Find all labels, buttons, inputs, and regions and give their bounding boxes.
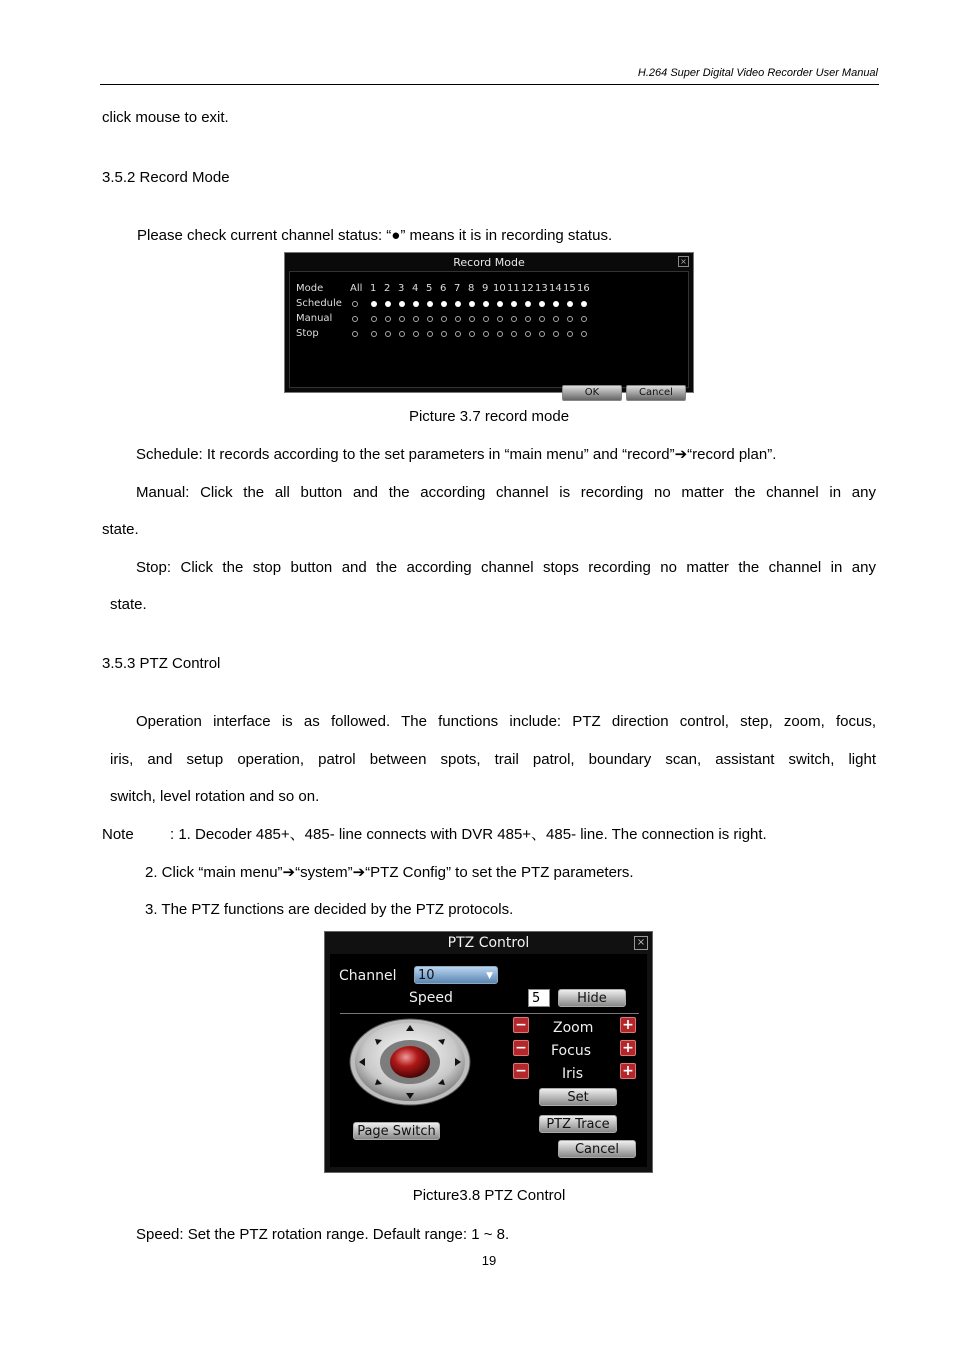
radio-manual-ch13[interactable] — [539, 316, 545, 322]
radio-stop-ch5[interactable] — [427, 331, 433, 337]
column-all: All — [350, 283, 363, 294]
ok-button[interactable]: OK — [562, 385, 622, 401]
radio-manual-ch11[interactable] — [511, 316, 517, 322]
note-label: Note — [102, 826, 134, 843]
channel-number: 12 — [521, 283, 534, 294]
channel-number: 11 — [507, 283, 520, 294]
radio-stop-ch9[interactable] — [483, 331, 489, 337]
radio-stop-ch12[interactable] — [525, 331, 531, 337]
radio-manual-ch15[interactable] — [567, 316, 573, 322]
manual-description — [136, 484, 876, 502]
record-mode-grid — [289, 271, 689, 398]
radio-stop-ch1[interactable] — [371, 331, 377, 337]
radio-manual-ch1[interactable] — [371, 316, 377, 322]
radio-stop-ch16[interactable] — [581, 331, 587, 337]
radio-schedule-ch6[interactable] — [441, 301, 447, 307]
radio-stop-ch6[interactable] — [441, 331, 447, 337]
channel-number: 14 — [549, 283, 562, 294]
direction-pad[interactable] — [348, 1017, 472, 1107]
channel-number: 7 — [454, 283, 461, 294]
radio-manual-ch3[interactable] — [399, 316, 405, 322]
radio-schedule-ch15[interactable] — [567, 301, 573, 307]
radio-schedule-ch5[interactable] — [427, 301, 433, 307]
channel-label: Channel — [339, 968, 397, 984]
hide-button[interactable]: Hide — [558, 989, 626, 1007]
radio-stop-ch11[interactable] — [511, 331, 517, 337]
radio-stop-ch7[interactable] — [455, 331, 461, 337]
figure-caption-record-mode: Picture 3.7 record mode — [408, 408, 570, 425]
note-item-3: 3. The PTZ functions are decided by the PTZ protocols. — [145, 901, 514, 918]
channel-number: 5 — [426, 283, 433, 294]
iris-plus-button[interactable]: + — [620, 1063, 636, 1079]
channel-number: 13 — [535, 283, 548, 294]
row-label-schedule: Schedule — [296, 298, 342, 309]
set-button[interactable]: Set — [539, 1088, 617, 1106]
ptz-paragraph-line2: iris, and setup operation, patrol between spots, trail patrol, boundary scan, assistant switch, light — [110, 751, 876, 768]
focus-label: Focus — [551, 1043, 591, 1059]
speed-description — [136, 1226, 509, 1244]
radio-stop-ch3[interactable] — [399, 331, 405, 337]
radio-all-stop[interactable] — [352, 331, 358, 337]
channel-number: 15 — [563, 283, 576, 294]
ptz-panel — [330, 954, 647, 1167]
close-icon[interactable]: × — [634, 936, 648, 950]
schedule-description — [136, 446, 776, 464]
speed-label: Speed — [409, 990, 453, 1006]
channel-number: 6 — [440, 283, 447, 294]
chevron-down-icon: ▼ — [486, 971, 493, 981]
zoom-label: Zoom — [553, 1020, 594, 1036]
channel-number: 1 — [370, 283, 377, 294]
running-header: H.264 Super Digital Video Recorder User Manual — [637, 67, 878, 79]
radio-manual-ch12[interactable] — [525, 316, 531, 322]
iris-label: Iris — [562, 1066, 584, 1082]
radio-stop-ch2[interactable] — [385, 331, 391, 337]
ptz-title: PTZ Control — [447, 935, 530, 951]
focus-minus-button[interactable]: − — [513, 1040, 529, 1056]
cancel-button[interactable]: Cancel — [626, 385, 686, 401]
zoom-minus-button[interactable]: − — [513, 1017, 529, 1033]
section-heading-record-mode: 3.5.2 Record Mode — [102, 169, 230, 186]
radio-schedule-ch1[interactable] — [371, 301, 377, 307]
radio-stop-ch10[interactable] — [497, 331, 503, 337]
radio-all-manual[interactable] — [352, 316, 358, 322]
radio-all-schedule[interactable] — [352, 301, 358, 307]
speed-input[interactable]: 5 — [528, 989, 550, 1007]
section-heading-ptz: 3.5.3 PTZ Control — [102, 655, 221, 672]
ptz-control-screenshot — [324, 931, 653, 1173]
channel-number: 2 — [384, 283, 391, 294]
speed-term: Speed: — [136, 1226, 184, 1243]
radio-stop-ch13[interactable] — [539, 331, 545, 337]
stop-text: Click the stop button and the according channel stops recording no matter the channel in any — [171, 559, 876, 576]
center-button[interactable] — [390, 1046, 430, 1078]
radio-manual-ch7[interactable] — [455, 316, 461, 322]
record-mode-screenshot — [284, 252, 694, 398]
radio-manual-ch2[interactable] — [385, 316, 391, 322]
note-item-2: 2. Click “main menu”➔“system”➔“PTZ Config” to set the PTZ parameters. — [145, 864, 634, 881]
page-number: 19 — [481, 1253, 497, 1268]
manual-term: Manual: — [136, 484, 190, 501]
divider — [340, 1013, 639, 1014]
radio-schedule-ch16[interactable] — [581, 301, 587, 307]
channel-number: 4 — [412, 283, 419, 294]
zoom-plus-button[interactable]: + — [620, 1017, 636, 1033]
radio-manual-ch10[interactable] — [497, 316, 503, 322]
row-label-mode: Mode — [296, 283, 324, 294]
channel-select[interactable] — [414, 966, 498, 984]
channel-number: 9 — [482, 283, 489, 294]
ptz-paragraph-line3: switch, level rotation and so on. — [110, 788, 320, 805]
focus-plus-button[interactable]: + — [620, 1040, 636, 1056]
record-mode-title: Record Mode — [453, 256, 525, 269]
radio-schedule-ch3[interactable] — [399, 301, 405, 307]
channel-number: 8 — [468, 283, 475, 294]
channel-number: 3 — [398, 283, 405, 294]
radio-stop-ch15[interactable] — [567, 331, 573, 337]
note-item-1: : 1. Decoder 485+、485- line connects with DVR 485+、485- line. The connection is right. — [170, 826, 767, 843]
radio-schedule-ch9[interactable] — [483, 301, 489, 307]
radio-manual-ch16[interactable] — [581, 316, 587, 322]
radio-stop-ch4[interactable] — [413, 331, 419, 337]
manual-text: Click the all button and the according channel is recording no matter the channel in any — [189, 484, 876, 501]
stop-description-cont: state. — [110, 596, 147, 613]
radio-manual-ch4[interactable] — [413, 316, 419, 322]
radio-manual-ch5[interactable] — [427, 316, 433, 322]
radio-schedule-ch7[interactable] — [455, 301, 461, 307]
radio-stop-ch14[interactable] — [553, 331, 559, 337]
radio-manual-ch8[interactable] — [469, 316, 475, 322]
stop-description — [136, 559, 876, 577]
speed-text: Set the PTZ rotation range. Default range: 1 ~ 8. — [183, 1226, 510, 1243]
manual-description-cont: state. — [102, 521, 139, 538]
close-icon[interactable]: × — [678, 256, 689, 267]
header-rule — [100, 84, 879, 85]
radio-schedule-ch2[interactable] — [385, 301, 391, 307]
radio-schedule-ch14[interactable] — [553, 301, 559, 307]
radio-schedule-ch8[interactable] — [469, 301, 475, 307]
row-label-manual: Manual — [296, 313, 333, 324]
row-label-stop: Stop — [296, 328, 319, 339]
stop-term: Stop: — [136, 559, 172, 576]
channel-value: 10 — [418, 968, 435, 983]
page-switch-button[interactable]: Page Switch — [353, 1122, 440, 1140]
radio-schedule-ch10[interactable] — [497, 301, 503, 307]
radio-manual-ch6[interactable] — [441, 316, 447, 322]
radio-schedule-ch4[interactable] — [413, 301, 419, 307]
figure-caption-ptz: Picture3.8 PTZ Control — [412, 1187, 566, 1204]
radio-manual-ch9[interactable] — [483, 316, 489, 322]
radio-schedule-ch13[interactable] — [539, 301, 545, 307]
radio-schedule-ch11[interactable] — [511, 301, 517, 307]
iris-minus-button[interactable]: − — [513, 1063, 529, 1079]
record-mode-paragraph: Please check current channel status: “●” means it is in recording status. — [137, 227, 613, 244]
intro-text: click mouse to exit. — [102, 109, 229, 126]
radio-stop-ch8[interactable] — [469, 331, 475, 337]
channel-number: 10 — [493, 283, 506, 294]
channel-number: 16 — [577, 283, 590, 294]
ptz-paragraph-line1: Operation interface is as followed. The functions include: PTZ direction control, step, zoom, focus, — [136, 713, 876, 730]
ptz-trace-button[interactable]: PTZ Trace — [539, 1115, 617, 1133]
radio-schedule-ch12[interactable] — [525, 301, 531, 307]
schedule-text: It records according to the set parameters in “main menu” and “record”➔“record plan”. — [202, 446, 777, 463]
cancel-button[interactable]: Cancel — [558, 1140, 636, 1158]
schedule-term: Schedule: — [136, 446, 203, 463]
radio-manual-ch14[interactable] — [553, 316, 559, 322]
